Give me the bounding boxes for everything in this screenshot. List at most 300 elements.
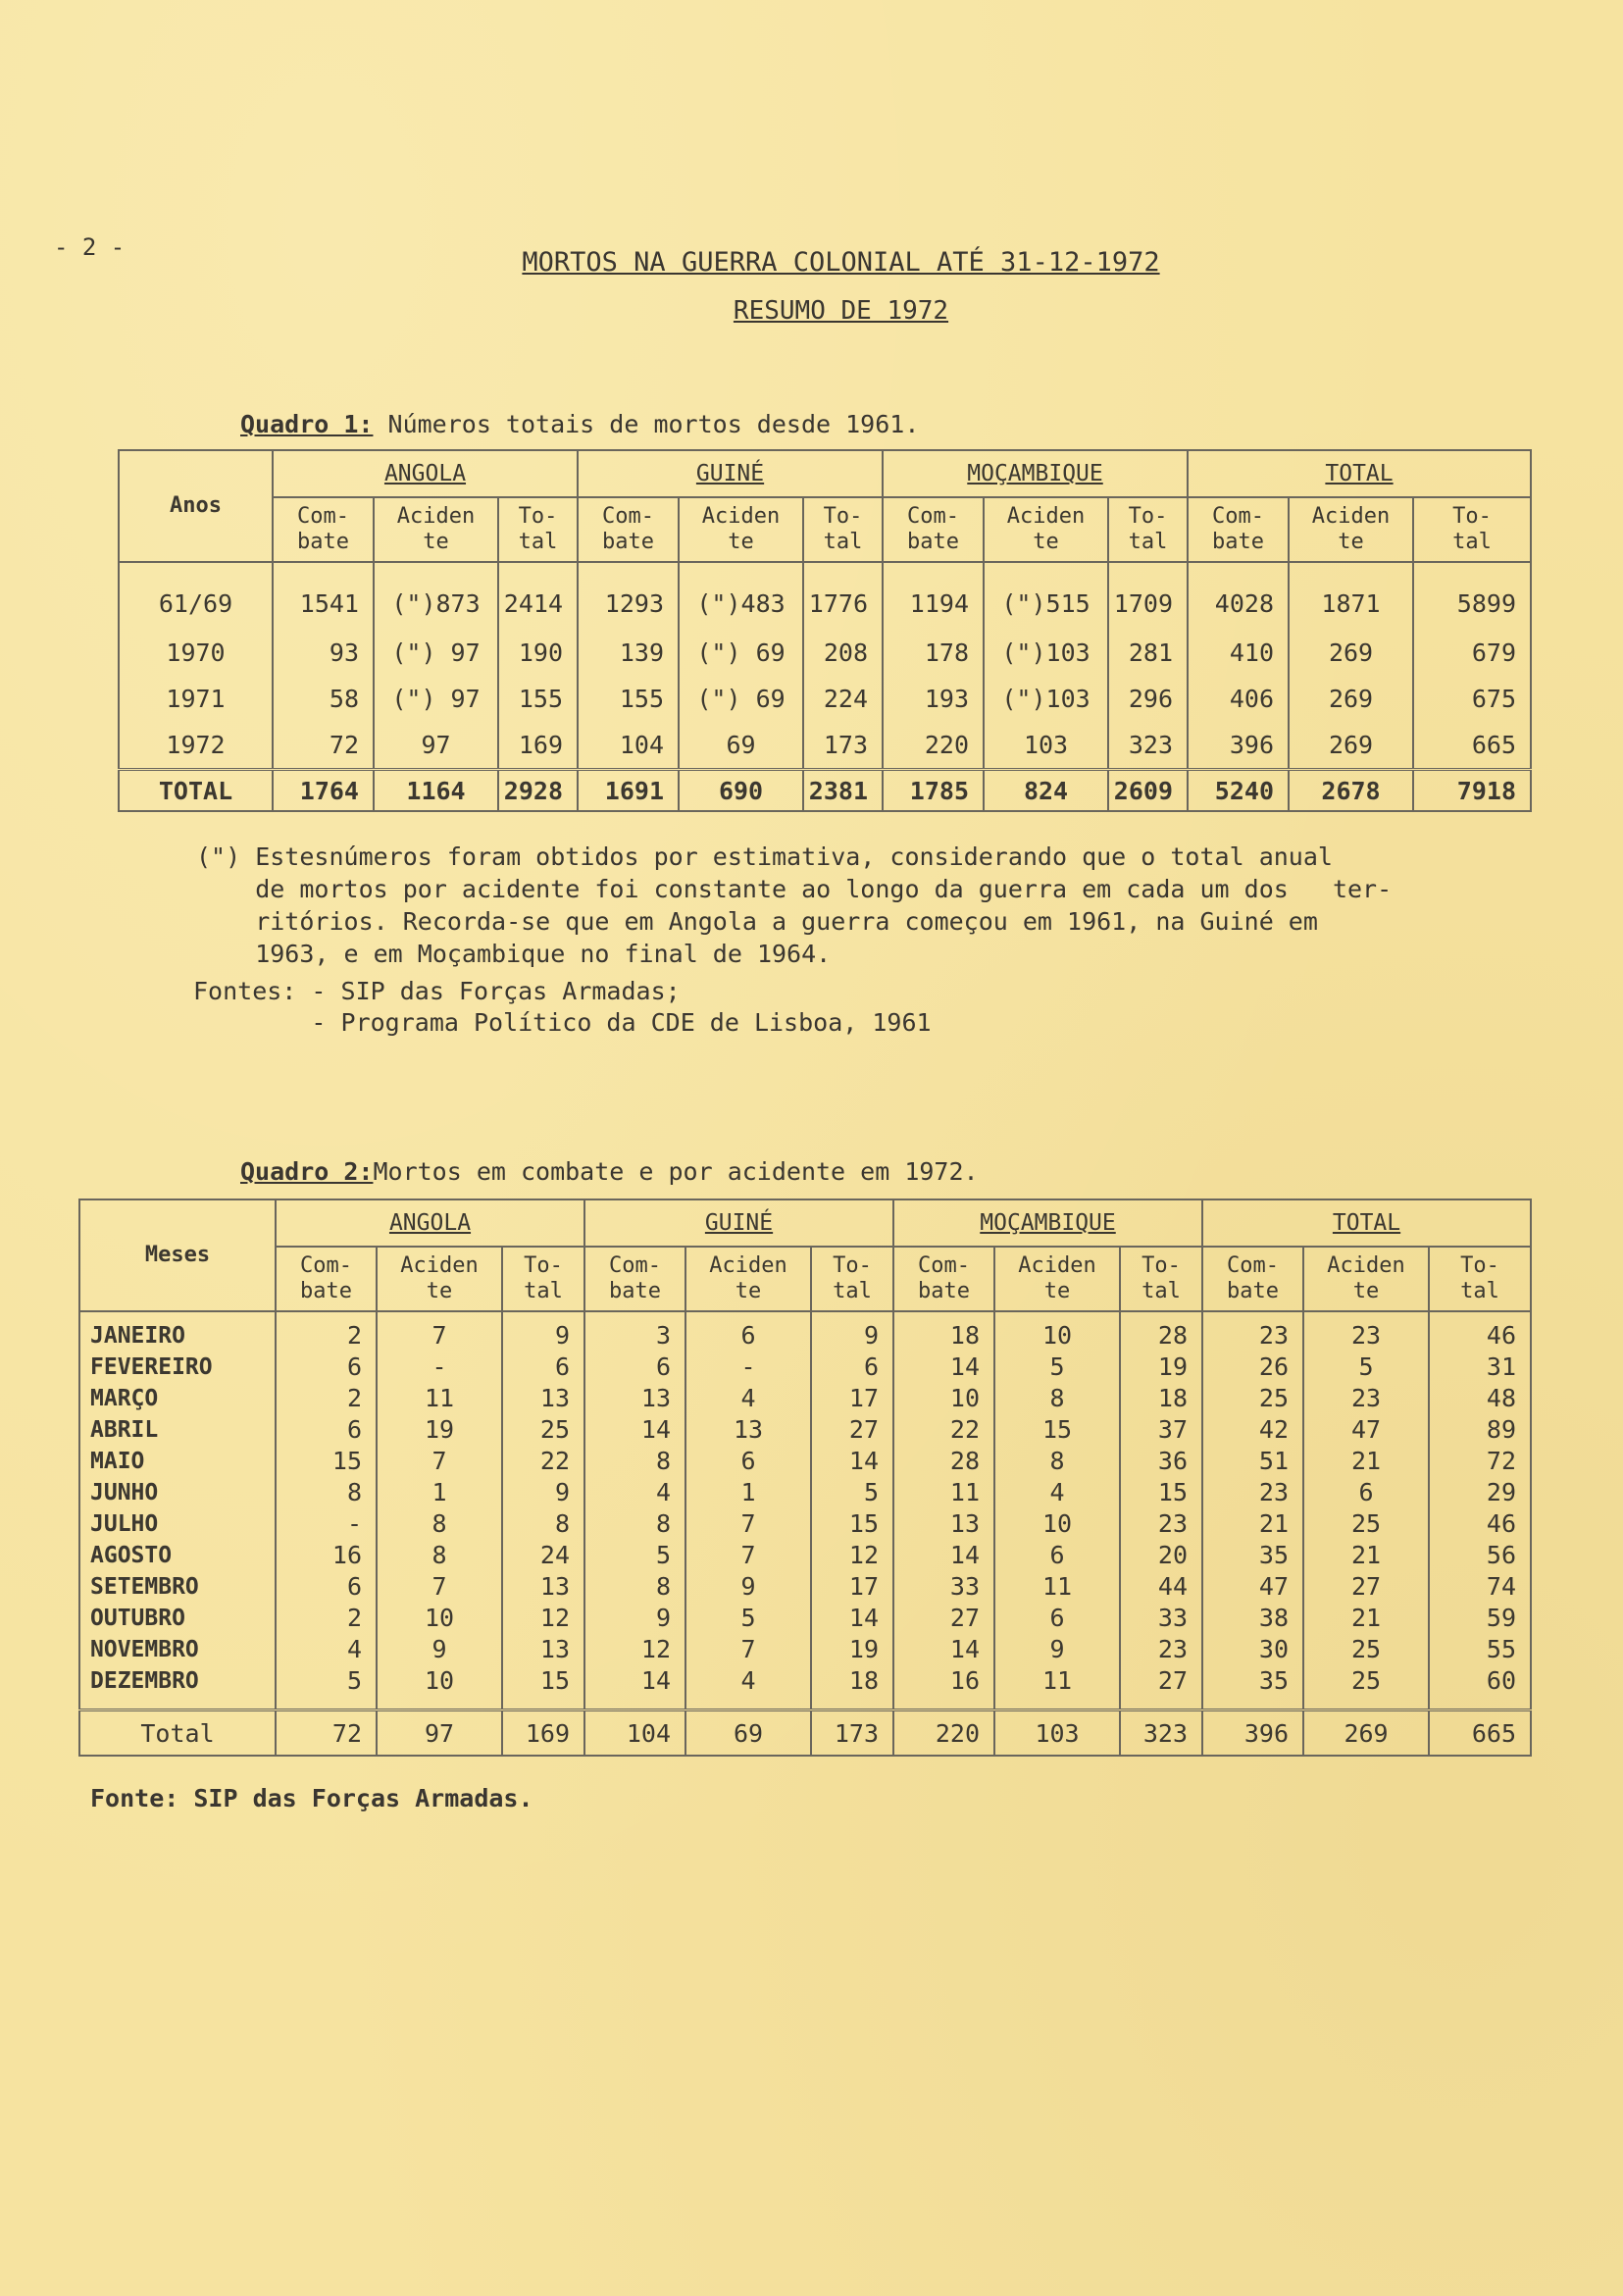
t2-row bbox=[79, 1540, 1531, 1571]
t2-sub-header: Aciden te bbox=[994, 1247, 1120, 1311]
t2-cell: 6 bbox=[685, 1311, 811, 1352]
t2-cell: 4 bbox=[994, 1477, 1120, 1508]
t1-cell: 173 bbox=[803, 722, 883, 770]
t2-row-header: Meses bbox=[79, 1199, 276, 1311]
t2-cell: 15 bbox=[502, 1665, 584, 1710]
t2-cell: 33 bbox=[893, 1571, 994, 1603]
t2-cell: 9 bbox=[502, 1311, 584, 1352]
table1-caption-text: Números totais de mortos desde 1961. bbox=[373, 410, 920, 438]
t2-cell: - bbox=[685, 1352, 811, 1383]
t2-row-label: ABRIL bbox=[79, 1414, 276, 1446]
t1-total-cell: 1691 bbox=[578, 770, 679, 812]
t2-total-cell: 665 bbox=[1429, 1710, 1531, 1757]
t2-row-label: AGOSTO bbox=[79, 1540, 276, 1571]
t2-total-cell: 323 bbox=[1120, 1710, 1202, 1757]
table1-caption bbox=[240, 410, 919, 438]
t1-cell: 5899 bbox=[1413, 562, 1531, 630]
t2-row bbox=[79, 1603, 1531, 1634]
t1-sub-header: Aciden te bbox=[984, 497, 1108, 562]
t2-cell: 7 bbox=[685, 1540, 811, 1571]
t1-cell: 104 bbox=[578, 722, 679, 770]
t2-cell: 46 bbox=[1429, 1311, 1531, 1352]
t2-sub-header: To- tal bbox=[1429, 1247, 1531, 1311]
t2-total-cell: 269 bbox=[1303, 1710, 1429, 1757]
t1-row bbox=[119, 722, 1531, 770]
t2-total-cell: 396 bbox=[1202, 1710, 1303, 1757]
t2-cell: 18 bbox=[893, 1311, 994, 1352]
t2-cell: 13 bbox=[584, 1383, 685, 1414]
t2-cell: 9 bbox=[377, 1634, 502, 1665]
t2-cell: 5 bbox=[685, 1603, 811, 1634]
t2-cell: 23 bbox=[1303, 1311, 1429, 1352]
t2-cell: 35 bbox=[1202, 1540, 1303, 1571]
t1-cell: 2414 bbox=[498, 562, 578, 630]
t1-row bbox=[119, 676, 1531, 722]
t2-cell: 74 bbox=[1429, 1571, 1531, 1603]
t2-cell: 27 bbox=[811, 1414, 893, 1446]
t2-cell: 8 bbox=[584, 1571, 685, 1603]
table2-caption-text: Mortos em combate e por acidente em 1972. bbox=[373, 1157, 979, 1186]
t2-cell: 25 bbox=[1303, 1634, 1429, 1665]
t1-cell: 169 bbox=[498, 722, 578, 770]
t2-cell: 10 bbox=[377, 1665, 502, 1710]
t1-sub-header: Com- bate bbox=[1188, 497, 1289, 562]
t2-cell: 14 bbox=[584, 1665, 685, 1710]
t1-cell: 72 bbox=[273, 722, 374, 770]
t1-cell: 406 bbox=[1188, 676, 1289, 722]
t2-cell: 56 bbox=[1429, 1540, 1531, 1571]
t2-cell: 14 bbox=[893, 1352, 994, 1383]
t1-sub-header: To- tal bbox=[1413, 497, 1531, 562]
t2-cell: 13 bbox=[685, 1414, 811, 1446]
t2-cell: 25 bbox=[1303, 1508, 1429, 1540]
t2-sub-header: To- tal bbox=[1120, 1247, 1202, 1311]
t2-cell: 44 bbox=[1120, 1571, 1202, 1603]
t1-cell: 281 bbox=[1108, 630, 1188, 676]
t2-cell: 13 bbox=[502, 1634, 584, 1665]
t2-cell: 28 bbox=[1120, 1311, 1202, 1352]
table2-caption-label: Quadro 2: bbox=[240, 1157, 374, 1186]
t2-cell: - bbox=[377, 1352, 502, 1383]
t1-cell: 155 bbox=[498, 676, 578, 722]
table2-sources: Fonte: SIP das Forças Armadas. bbox=[90, 1784, 533, 1812]
t2-cell: 19 bbox=[377, 1414, 502, 1446]
t1-total-cell: 2609 bbox=[1108, 770, 1188, 812]
t2-cell: 51 bbox=[1202, 1446, 1303, 1477]
t2-sub-header: Com- bate bbox=[893, 1247, 994, 1311]
t2-cell: 6 bbox=[276, 1571, 377, 1603]
document-subtitle: RESUMO DE 1972 bbox=[733, 296, 949, 326]
t2-cell: 4 bbox=[584, 1477, 685, 1508]
t2-row bbox=[79, 1352, 1531, 1383]
t2-cell: 17 bbox=[811, 1571, 893, 1603]
t1-cell: 139 bbox=[578, 630, 679, 676]
t2-cell: 11 bbox=[994, 1571, 1120, 1603]
t1-sub-header: Com- bate bbox=[273, 497, 374, 562]
t2-cell: 8 bbox=[584, 1508, 685, 1540]
t1-total-cell: 2928 bbox=[498, 770, 578, 812]
t2-row-label: MAIO bbox=[79, 1446, 276, 1477]
t1-group-header: GUINÉ bbox=[578, 450, 883, 497]
t2-cell: 22 bbox=[893, 1414, 994, 1446]
t2-row-label: OUTUBRO bbox=[79, 1603, 276, 1634]
t2-cell: 15 bbox=[811, 1508, 893, 1540]
t2-row bbox=[79, 1383, 1531, 1414]
t2-cell: 48 bbox=[1429, 1383, 1531, 1414]
t2-cell: 7 bbox=[377, 1311, 502, 1352]
t2-cell: 23 bbox=[1202, 1477, 1303, 1508]
page-number: - 2 - bbox=[54, 233, 126, 261]
t1-cell: 208 bbox=[803, 630, 883, 676]
t2-cell: 6 bbox=[276, 1414, 377, 1446]
t1-cell: 1541 bbox=[273, 562, 374, 630]
t2-cell: 15 bbox=[994, 1414, 1120, 1446]
t2-cell: 22 bbox=[502, 1446, 584, 1477]
t2-cell: 7 bbox=[685, 1634, 811, 1665]
t2-cell: 29 bbox=[1429, 1477, 1531, 1508]
t2-cell: 2 bbox=[276, 1603, 377, 1634]
t2-cell: 6 bbox=[994, 1603, 1120, 1634]
t1-sub-header: To- tal bbox=[803, 497, 883, 562]
t1-total-cell: 824 bbox=[984, 770, 1108, 812]
t2-cell: 13 bbox=[502, 1383, 584, 1414]
t2-row bbox=[79, 1311, 1531, 1352]
t1-cell: 269 bbox=[1289, 676, 1413, 722]
t2-cell: 4 bbox=[276, 1634, 377, 1665]
t2-cell: 11 bbox=[994, 1665, 1120, 1710]
t2-cell: 47 bbox=[1303, 1414, 1429, 1446]
t2-cell: 27 bbox=[893, 1603, 994, 1634]
t1-cell: 1709 bbox=[1108, 562, 1188, 630]
t2-total-label: Total bbox=[79, 1710, 276, 1757]
t2-cell: 1 bbox=[685, 1477, 811, 1508]
t2-cell: 16 bbox=[893, 1665, 994, 1710]
t1-cell: 269 bbox=[1289, 722, 1413, 770]
t2-cell: 42 bbox=[1202, 1414, 1303, 1446]
t1-row bbox=[119, 630, 1531, 676]
t2-cell: 8 bbox=[994, 1446, 1120, 1477]
t2-cell: 9 bbox=[994, 1634, 1120, 1665]
t1-group-header: MOÇAMBIQUE bbox=[883, 450, 1188, 497]
t1-cell: 665 bbox=[1413, 722, 1531, 770]
t1-cell: 155 bbox=[578, 676, 679, 722]
t1-cell: (") 97 bbox=[374, 676, 498, 722]
t2-row bbox=[79, 1634, 1531, 1665]
t2-cell: 35 bbox=[1202, 1665, 1303, 1710]
t2-total-cell: 69 bbox=[685, 1710, 811, 1757]
t2-row bbox=[79, 1446, 1531, 1477]
document-title: MORTOS NA GUERRA COLONIAL ATÉ 31-12-1972 bbox=[522, 247, 1160, 278]
t2-sub-header: Com- bate bbox=[276, 1247, 377, 1311]
t2-cell: 27 bbox=[1303, 1571, 1429, 1603]
t2-cell: 23 bbox=[1303, 1383, 1429, 1414]
table1-footnote: (") Estesnúmeros foram obtidos por estimativa, considerando que o total anual de mortos por acidente foi constante ao longo da guerra em cada um dos ter- ritórios. Recorda-se que em Angola a guerra começou em 1961, na Guiné em 1963, e em Moçambique no final de 1964. bbox=[196, 842, 1393, 968]
t2-cell: 8 bbox=[377, 1540, 502, 1571]
t2-cell: 12 bbox=[502, 1603, 584, 1634]
t2-cell: 12 bbox=[811, 1540, 893, 1571]
t2-total-cell: 169 bbox=[502, 1710, 584, 1757]
t1-cell: 679 bbox=[1413, 630, 1531, 676]
t2-cell: 15 bbox=[1120, 1477, 1202, 1508]
t1-cell: 103 bbox=[984, 722, 1108, 770]
t2-cell: 19 bbox=[811, 1634, 893, 1665]
t1-cell: 269 bbox=[1289, 630, 1413, 676]
t2-row-label: DEZEMBRO bbox=[79, 1665, 276, 1710]
t2-cell: 6 bbox=[584, 1352, 685, 1383]
t1-row-label: 1972 bbox=[119, 722, 273, 770]
t2-cell: 14 bbox=[811, 1603, 893, 1634]
t1-sub-header: Aciden te bbox=[679, 497, 803, 562]
table1 bbox=[118, 449, 1532, 812]
t2-row-label: MARÇO bbox=[79, 1383, 276, 1414]
t2-cell: 31 bbox=[1429, 1352, 1531, 1383]
t1-row bbox=[119, 562, 1531, 630]
t1-total-cell: 2678 bbox=[1289, 770, 1413, 812]
t2-cell: 5 bbox=[994, 1352, 1120, 1383]
t2-sub-header: Aciden te bbox=[685, 1247, 811, 1311]
t2-cell: 6 bbox=[811, 1352, 893, 1383]
t2-cell: 27 bbox=[1120, 1665, 1202, 1710]
t1-cell: 190 bbox=[498, 630, 578, 676]
t1-total-label: TOTAL bbox=[119, 770, 273, 812]
t1-row-label: 1971 bbox=[119, 676, 273, 722]
t1-total-cell: 1164 bbox=[374, 770, 498, 812]
t2-cell: 9 bbox=[584, 1603, 685, 1634]
t2-group-header: TOTAL bbox=[1202, 1199, 1531, 1247]
t1-row-label: 1970 bbox=[119, 630, 273, 676]
t2-cell: 89 bbox=[1429, 1414, 1531, 1446]
t2-cell: 14 bbox=[811, 1446, 893, 1477]
t2-cell: 24 bbox=[502, 1540, 584, 1571]
t2-cell: 9 bbox=[502, 1477, 584, 1508]
t2-cell: 21 bbox=[1303, 1540, 1429, 1571]
t2-cell: 4 bbox=[685, 1383, 811, 1414]
t2-row bbox=[79, 1508, 1531, 1540]
t2-total-cell: 97 bbox=[377, 1710, 502, 1757]
t2-cell: 8 bbox=[377, 1508, 502, 1540]
t2-cell: 23 bbox=[1120, 1508, 1202, 1540]
t1-cell: (")103 bbox=[984, 676, 1108, 722]
t2-cell: 16 bbox=[276, 1540, 377, 1571]
t2-sub-header: Com- bate bbox=[1202, 1247, 1303, 1311]
t1-cell: 1293 bbox=[578, 562, 679, 630]
t1-total-cell: 1764 bbox=[273, 770, 374, 812]
t2-cell: 18 bbox=[1120, 1383, 1202, 1414]
t2-cell: 13 bbox=[502, 1571, 584, 1603]
t2-row bbox=[79, 1414, 1531, 1446]
t1-sub-header: Aciden te bbox=[374, 497, 498, 562]
t2-cell: 46 bbox=[1429, 1508, 1531, 1540]
t2-cell: 47 bbox=[1202, 1571, 1303, 1603]
t1-cell: (") 69 bbox=[679, 676, 803, 722]
t1-cell: 1194 bbox=[883, 562, 984, 630]
t2-cell: 26 bbox=[1202, 1352, 1303, 1383]
t2-cell: 19 bbox=[1120, 1352, 1202, 1383]
t2-cell: 12 bbox=[584, 1634, 685, 1665]
t1-cell: (")483 bbox=[679, 562, 803, 630]
table1-sources: Fontes: - SIP das Forças Armadas; - Programa Político da CDE de Lisboa, 1961 bbox=[193, 977, 932, 1037]
t2-cell: 5 bbox=[584, 1540, 685, 1571]
t1-sub-header: Aciden te bbox=[1289, 497, 1413, 562]
t1-row-label: 61/69 bbox=[119, 562, 273, 630]
t2-cell: 36 bbox=[1120, 1446, 1202, 1477]
t1-total-cell: 2381 bbox=[803, 770, 883, 812]
t2-row bbox=[79, 1571, 1531, 1603]
t1-sub-header: To- tal bbox=[1108, 497, 1188, 562]
t2-cell: 14 bbox=[893, 1634, 994, 1665]
table1-caption-label: Quadro 1: bbox=[240, 410, 374, 438]
t1-cell: 224 bbox=[803, 676, 883, 722]
t2-cell: 30 bbox=[1202, 1634, 1303, 1665]
t1-total-cell: 5240 bbox=[1188, 770, 1289, 812]
t2-cell: 37 bbox=[1120, 1414, 1202, 1446]
t1-cell: 97 bbox=[374, 722, 498, 770]
t1-cell: (") 97 bbox=[374, 630, 498, 676]
t2-cell: 8 bbox=[276, 1477, 377, 1508]
t2-group-header: MOÇAMBIQUE bbox=[893, 1199, 1202, 1247]
t2-row bbox=[79, 1665, 1531, 1710]
t1-group-header: TOTAL bbox=[1188, 450, 1531, 497]
t1-cell: 296 bbox=[1108, 676, 1188, 722]
t2-cell: 25 bbox=[1202, 1383, 1303, 1414]
t2-cell: 6 bbox=[502, 1352, 584, 1383]
t1-group-header: ANGOLA bbox=[273, 450, 578, 497]
t2-cell: 23 bbox=[1202, 1311, 1303, 1352]
t2-cell: 7 bbox=[685, 1508, 811, 1540]
t2-cell: 6 bbox=[994, 1540, 1120, 1571]
t2-cell: 21 bbox=[1303, 1603, 1429, 1634]
t1-cell: 58 bbox=[273, 676, 374, 722]
t1-cell: 1871 bbox=[1289, 562, 1413, 630]
t2-cell: 3 bbox=[584, 1311, 685, 1352]
t2-cell: - bbox=[276, 1508, 377, 1540]
t2-cell: 10 bbox=[893, 1383, 994, 1414]
t2-cell: 10 bbox=[994, 1311, 1120, 1352]
t1-row-header: Anos bbox=[119, 450, 273, 562]
t2-cell: 33 bbox=[1120, 1603, 1202, 1634]
t2-cell: 8 bbox=[584, 1446, 685, 1477]
t1-cell: 93 bbox=[273, 630, 374, 676]
t2-total-row bbox=[79, 1710, 1531, 1757]
t2-cell: 14 bbox=[893, 1540, 994, 1571]
t2-total-cell: 103 bbox=[994, 1710, 1120, 1757]
t2-cell: 21 bbox=[1303, 1446, 1429, 1477]
t1-total-cell: 1785 bbox=[883, 770, 984, 812]
t1-cell: 178 bbox=[883, 630, 984, 676]
t2-cell: 10 bbox=[377, 1603, 502, 1634]
t2-sub-header: Aciden te bbox=[1303, 1247, 1429, 1311]
t2-cell: 18 bbox=[811, 1665, 893, 1710]
t2-cell: 1 bbox=[377, 1477, 502, 1508]
t2-total-cell: 220 bbox=[893, 1710, 994, 1757]
t2-row-label: FEVEREIRO bbox=[79, 1352, 276, 1383]
t1-cell: (")103 bbox=[984, 630, 1108, 676]
t2-row-label: SETEMBRO bbox=[79, 1571, 276, 1603]
t2-cell: 7 bbox=[377, 1446, 502, 1477]
t2-sub-header: To- tal bbox=[811, 1247, 893, 1311]
t2-cell: 20 bbox=[1120, 1540, 1202, 1571]
t2-cell: 59 bbox=[1429, 1603, 1531, 1634]
t1-total-cell: 7918 bbox=[1413, 770, 1531, 812]
t2-row bbox=[79, 1477, 1531, 1508]
t1-cell: (")873 bbox=[374, 562, 498, 630]
t2-cell: 6 bbox=[685, 1446, 811, 1477]
table2-caption bbox=[240, 1157, 979, 1186]
t2-sub-header: To- tal bbox=[502, 1247, 584, 1311]
t2-cell: 25 bbox=[1303, 1665, 1429, 1710]
t1-cell: 410 bbox=[1188, 630, 1289, 676]
t2-total-cell: 173 bbox=[811, 1710, 893, 1757]
table2 bbox=[78, 1199, 1532, 1757]
t2-cell: 2 bbox=[276, 1311, 377, 1352]
t1-sub-header: Com- bate bbox=[883, 497, 984, 562]
t2-cell: 8 bbox=[994, 1383, 1120, 1414]
t2-total-cell: 72 bbox=[276, 1710, 377, 1757]
t2-row-label: JULHO bbox=[79, 1508, 276, 1540]
t2-row-label: JANEIRO bbox=[79, 1311, 276, 1352]
t2-cell: 15 bbox=[276, 1446, 377, 1477]
t2-cell: 5 bbox=[1303, 1352, 1429, 1383]
t1-cell: 69 bbox=[679, 722, 803, 770]
t2-group-header: GUINÉ bbox=[584, 1199, 893, 1247]
t2-cell: 72 bbox=[1429, 1446, 1531, 1477]
t2-cell: 21 bbox=[1202, 1508, 1303, 1540]
t2-cell: 13 bbox=[893, 1508, 994, 1540]
t1-cell: 1776 bbox=[803, 562, 883, 630]
t1-cell: (") 69 bbox=[679, 630, 803, 676]
t2-total-cell: 104 bbox=[584, 1710, 685, 1757]
t2-cell: 28 bbox=[893, 1446, 994, 1477]
t2-cell: 9 bbox=[811, 1311, 893, 1352]
t2-cell: 23 bbox=[1120, 1634, 1202, 1665]
t2-sub-header: Com- bate bbox=[584, 1247, 685, 1311]
t2-sub-header: Aciden te bbox=[377, 1247, 502, 1311]
t2-cell: 2 bbox=[276, 1383, 377, 1414]
t2-cell: 11 bbox=[377, 1383, 502, 1414]
t2-row-label: NOVEMBRO bbox=[79, 1634, 276, 1665]
t1-cell: 4028 bbox=[1188, 562, 1289, 630]
t1-cell: 396 bbox=[1188, 722, 1289, 770]
t2-cell: 4 bbox=[685, 1665, 811, 1710]
t1-cell: 193 bbox=[883, 676, 984, 722]
t1-total-row bbox=[119, 770, 1531, 812]
t2-row-label: JUNHO bbox=[79, 1477, 276, 1508]
t2-cell: 6 bbox=[276, 1352, 377, 1383]
t1-total-cell: 690 bbox=[679, 770, 803, 812]
t2-cell: 9 bbox=[685, 1571, 811, 1603]
t1-cell: 323 bbox=[1108, 722, 1188, 770]
t2-cell: 25 bbox=[502, 1414, 584, 1446]
t2-cell: 10 bbox=[994, 1508, 1120, 1540]
t2-cell: 5 bbox=[276, 1665, 377, 1710]
t2-cell: 14 bbox=[584, 1414, 685, 1446]
t1-cell: 220 bbox=[883, 722, 984, 770]
t2-cell: 11 bbox=[893, 1477, 994, 1508]
t1-sub-header: Com- bate bbox=[578, 497, 679, 562]
t2-cell: 17 bbox=[811, 1383, 893, 1414]
t2-group-header: ANGOLA bbox=[276, 1199, 584, 1247]
t2-cell: 5 bbox=[811, 1477, 893, 1508]
t2-cell: 7 bbox=[377, 1571, 502, 1603]
t2-cell: 38 bbox=[1202, 1603, 1303, 1634]
t1-cell: 675 bbox=[1413, 676, 1531, 722]
t2-cell: 6 bbox=[1303, 1477, 1429, 1508]
t1-cell: (")515 bbox=[984, 562, 1108, 630]
t2-cell: 60 bbox=[1429, 1665, 1531, 1710]
t2-cell: 8 bbox=[502, 1508, 584, 1540]
t1-sub-header: To- tal bbox=[498, 497, 578, 562]
t2-cell: 55 bbox=[1429, 1634, 1531, 1665]
